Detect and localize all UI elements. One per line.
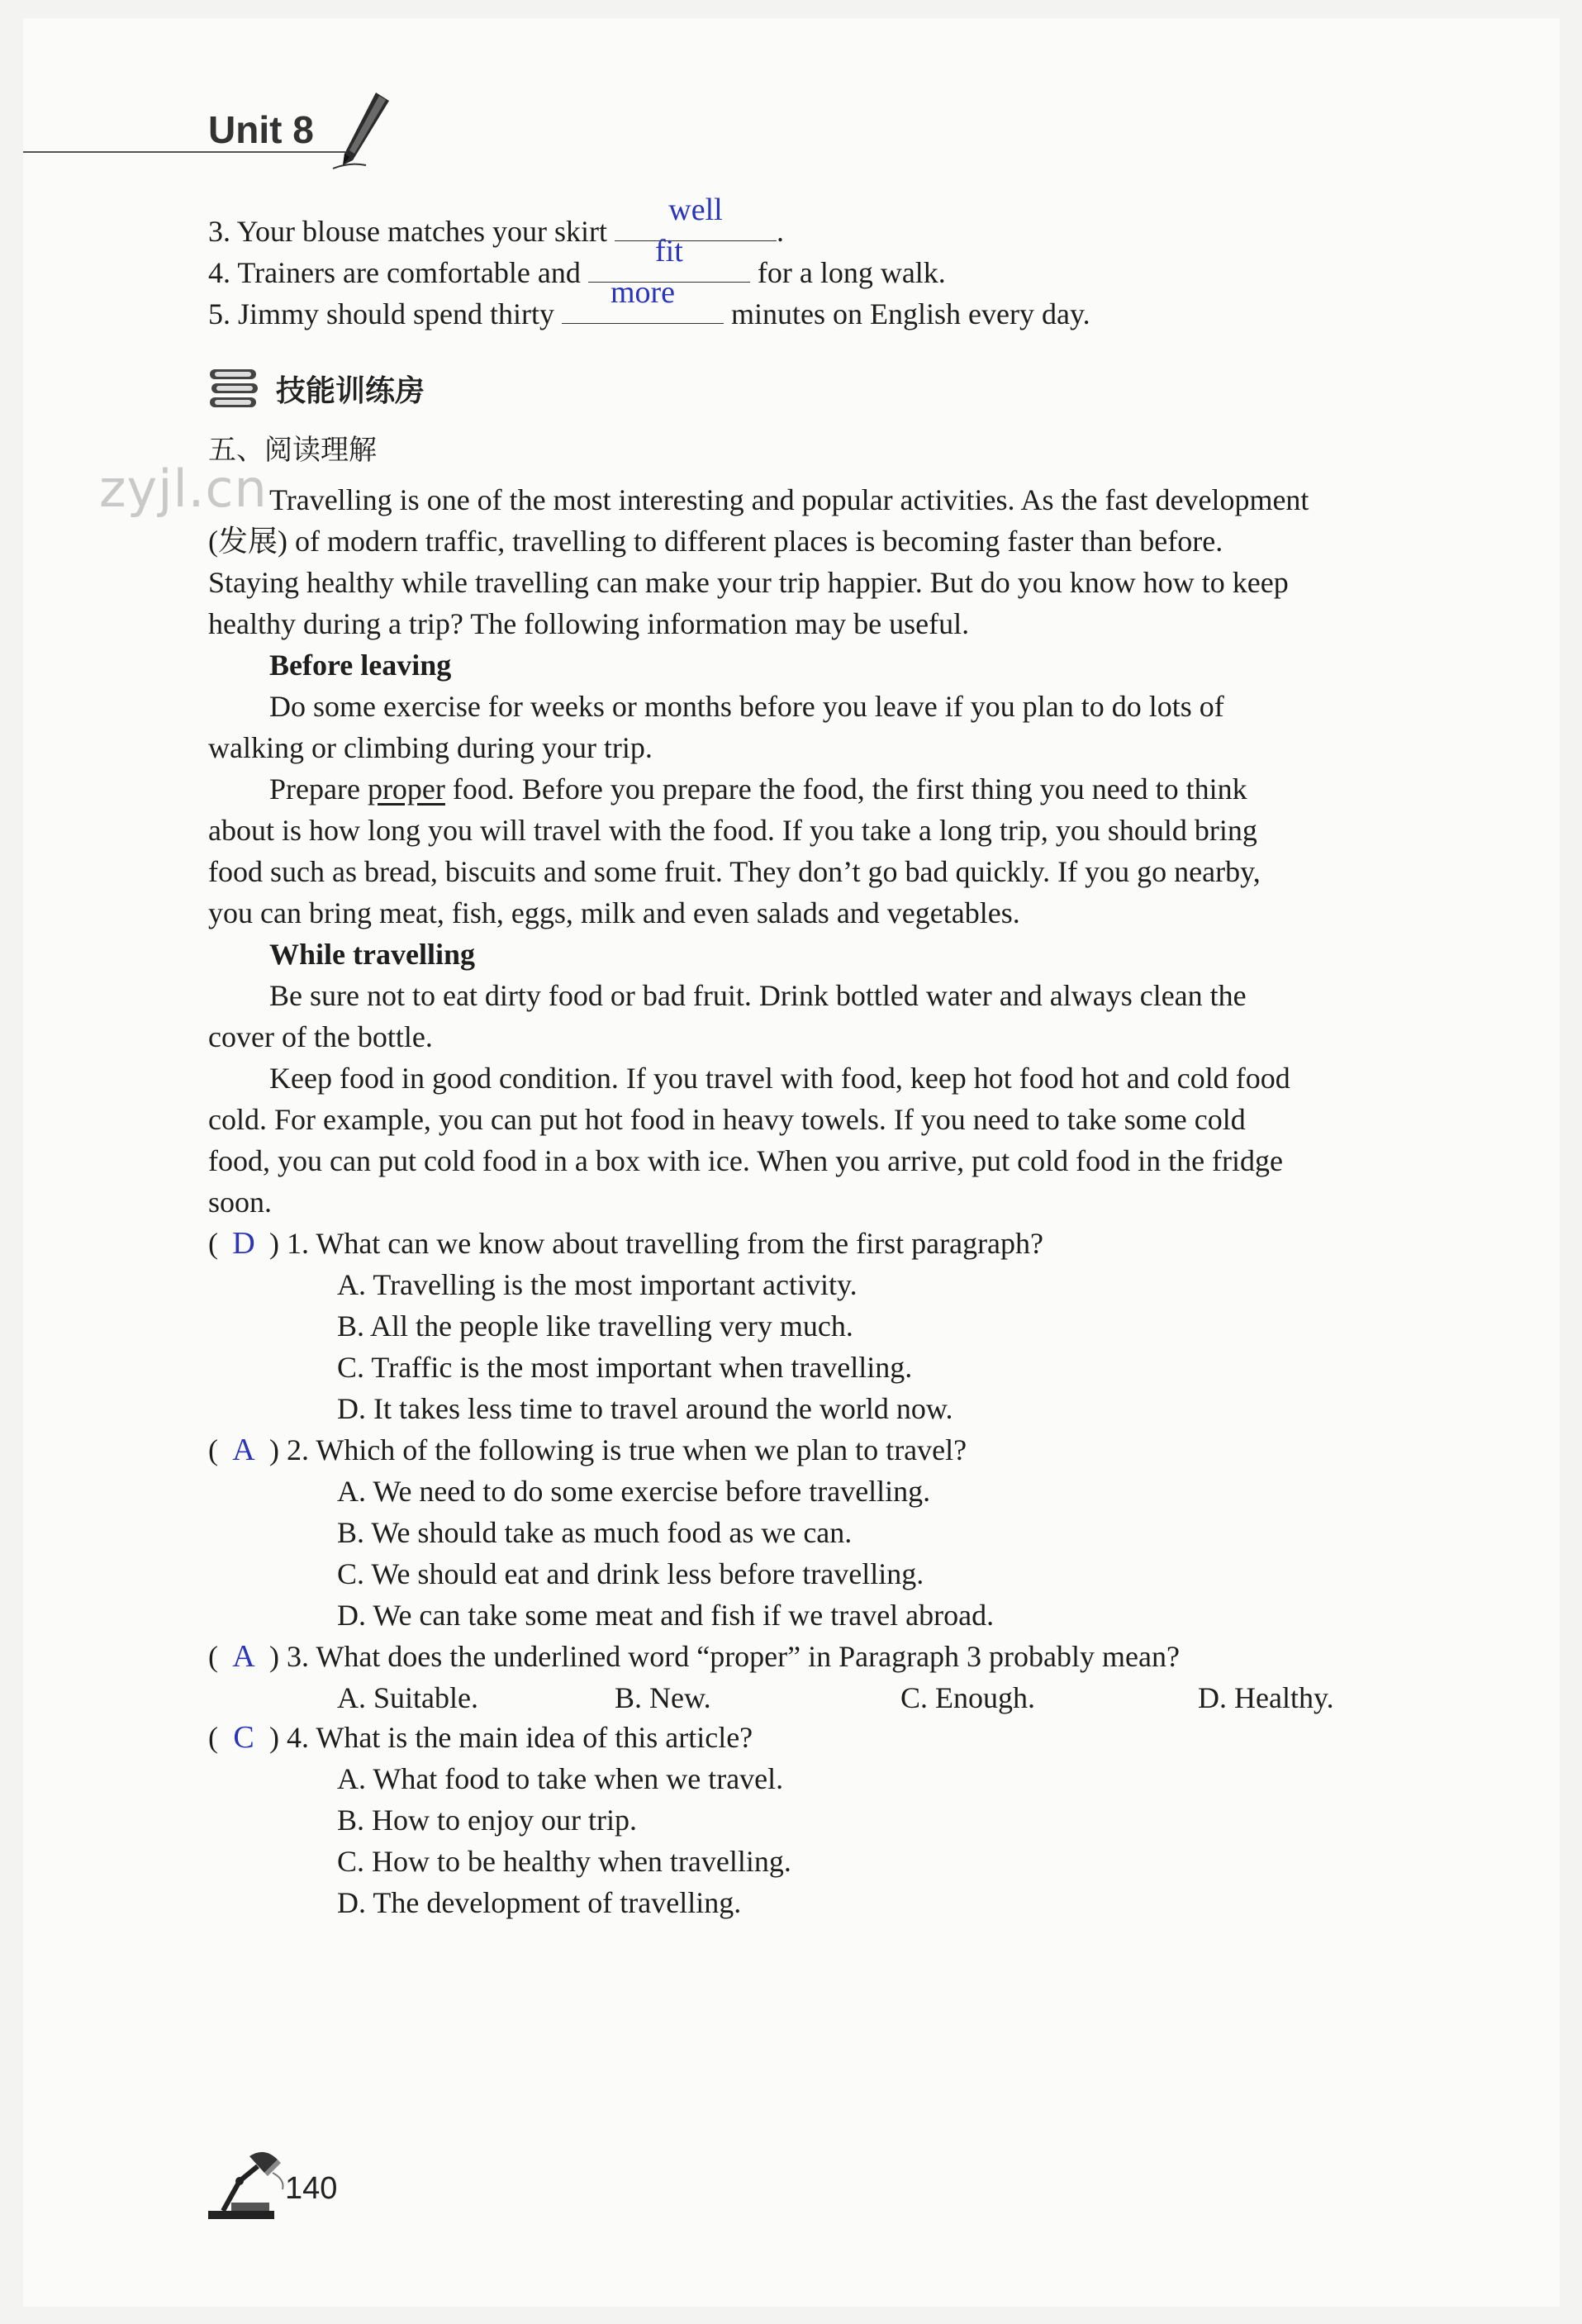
books-icon xyxy=(208,366,259,411)
option-c[interactable]: C. Enough. xyxy=(900,1681,1036,1714)
passage-line: Keep food in good condition. If you travel with food, keep hot food hot and cold food xyxy=(269,1062,1290,1095)
passage-line: Be sure not to eat dirty food or bad fruit. Drink bottled water and always clean the xyxy=(269,979,1247,1012)
option-c[interactable]: C. We should eat and drink less before travelling. xyxy=(337,1557,924,1590)
option-d[interactable]: D. Healthy. xyxy=(1198,1681,1334,1714)
option-c[interactable]: C. How to be healthy when travelling. xyxy=(337,1845,791,1878)
passage-heading: While travelling xyxy=(269,938,475,971)
passage-line: Do some exercise for weeks or months before you leave if you plan to do lots of xyxy=(269,690,1224,723)
passage-line: soon. xyxy=(208,1186,273,1219)
header-rule xyxy=(23,151,345,153)
question-text: 4. What is the main idea of this article? xyxy=(287,1721,753,1754)
option-b[interactable]: B. We should take as much food as we can. xyxy=(337,1516,853,1549)
question-2: ( A ) 2. Which of the following is true when we plan to travel? xyxy=(208,1429,967,1471)
option-b[interactable]: B. New. xyxy=(615,1681,711,1714)
section-title: 技能训练房 xyxy=(276,373,425,408)
passage-line: Travelling is one of the most interesting and popular activities. As the fast development xyxy=(269,483,1309,516)
fill-in-text: . xyxy=(776,215,784,248)
unit-title: Unit 8 xyxy=(208,108,314,151)
passage-line: walking or climbing during your trip. xyxy=(208,731,653,764)
question-text: 3. What does the underlined word “proper” in Paragraph 3 probably mean? xyxy=(287,1640,1180,1673)
blank-answer: more xyxy=(610,275,676,310)
section-subtitle: 五、阅读理解 xyxy=(208,434,377,467)
passage-line: cold. For example, you can put hot food in heavy towels. If you need to take some cold xyxy=(208,1103,1246,1136)
passage-text: food. Before you prepare the food, the first thing you need to think xyxy=(444,772,1247,806)
answer-mark[interactable]: A xyxy=(232,1433,255,1467)
question-4: ( C ) 4. What is the main idea of this article? xyxy=(208,1717,753,1758)
passage-line xyxy=(269,768,1247,810)
passage-text: Prepare xyxy=(269,772,368,806)
option-d[interactable]: D. We can take some meat and fish if we travel abroad. xyxy=(337,1599,995,1632)
passage-line: food, you can put cold food in a box with ice. When you arrive, put cold food in the fridge xyxy=(208,1144,1284,1177)
unit-header xyxy=(23,91,1560,157)
section-heading xyxy=(208,364,425,413)
option-b[interactable]: B. All the people like travelling very much. xyxy=(337,1309,853,1343)
fill-in-item-5 xyxy=(208,275,1090,335)
underlined-word: proper xyxy=(367,772,445,806)
passage-line: (发展) of modern traffic, travelling to different places is becoming faster than before. xyxy=(208,525,1223,558)
fill-in-text: for a long walk. xyxy=(749,256,946,289)
passage-line: healthy during a trip? The following information may be useful. xyxy=(208,607,970,640)
option-a[interactable]: A. What food to take when we travel. xyxy=(337,1762,784,1795)
fill-in-text: 3. Your blouse matches your skirt xyxy=(208,215,615,248)
passage-line: Staying healthy while travelling can make your trip happier. But do you know how to keep xyxy=(208,566,1289,599)
pen-icon xyxy=(325,89,399,172)
passage-line: cover of the bottle. xyxy=(208,1020,433,1053)
option-d[interactable]: D. The development of travelling. xyxy=(337,1886,742,1919)
option-a[interactable]: A. We need to do some exercise before travelling. xyxy=(337,1475,931,1508)
passage-line: about is how long you will travel with the food. If you take a long trip, you should bring xyxy=(208,814,1257,847)
option-b[interactable]: B. How to enjoy our trip. xyxy=(337,1804,637,1837)
passage-heading: Before leaving xyxy=(269,649,452,682)
answer-mark[interactable]: D xyxy=(232,1226,255,1261)
blank-answer: well xyxy=(668,192,723,227)
blank-answer: fit xyxy=(654,234,683,269)
option-d[interactable]: D. It takes less time to travel around the world now. xyxy=(337,1392,953,1425)
fill-in-text: 4. Trainers are comfortable and xyxy=(208,256,588,289)
answer-mark[interactable]: A xyxy=(232,1639,255,1674)
question-text: 1. What can we know about travelling from the first paragraph? xyxy=(287,1227,1044,1260)
option-a[interactable]: A. Suitable. xyxy=(337,1681,478,1714)
fill-in-text: minutes on English every day. xyxy=(724,297,1090,330)
question-1: ( D ) 1. What can we know about travelling from the first paragraph? xyxy=(208,1223,1043,1264)
option-c[interactable]: C. Traffic is the most important when travelling. xyxy=(337,1351,913,1384)
page-number: 140 xyxy=(285,2171,338,2206)
passage-line: food such as bread, biscuits and some fruit. They don’t go bad quickly. If you go nearby, xyxy=(208,855,1261,888)
option-a[interactable]: A. Travelling is the most important activity. xyxy=(337,1268,858,1301)
answer-mark[interactable]: C xyxy=(233,1720,254,1755)
answer-blank[interactable] xyxy=(562,275,724,324)
fill-in-text: 5. Jimmy should spend thirty xyxy=(208,297,563,330)
question-text: 2. Which of the following is true when we plan to travel? xyxy=(287,1433,967,1466)
passage-line: you can bring meat, fish, eggs, milk and even salads and vegetables. xyxy=(208,896,1020,929)
watermark: zyjl.cn xyxy=(99,459,268,519)
question-3: ( A ) 3. What does the underlined word “proper” in Paragraph 3 probably mean? xyxy=(208,1636,1180,1677)
